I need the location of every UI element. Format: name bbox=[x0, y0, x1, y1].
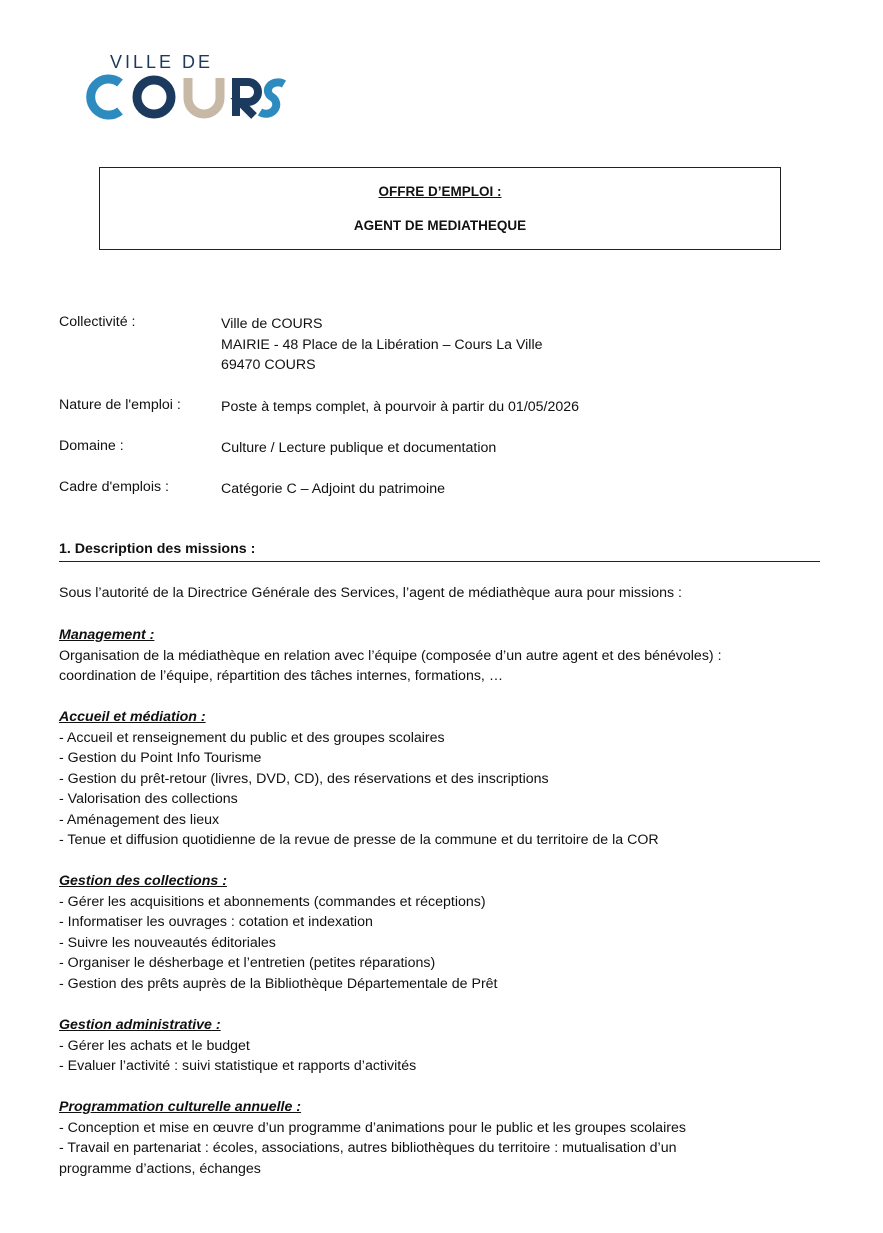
collections-section bbox=[59, 871, 498, 994]
mission-line: - Organiser le désherbage et l’entretien (petites réparations) bbox=[59, 955, 436, 971]
mission-line: Organisation de la médiathèque en relation avec l’équipe (composée d’un autre agent et des bénévoles) : bbox=[59, 647, 722, 664]
domaine-label: Domaine : bbox=[59, 438, 124, 454]
mission-line: - Valorisation des collections bbox=[59, 791, 238, 807]
domaine-value: Culture / Lecture publique et documentation bbox=[221, 440, 497, 456]
mission-line: - Gestion du Point Info Tourisme bbox=[59, 750, 262, 766]
mission-line: - Travail en partenariat : écoles, associations, autres bibliothèques du territoire : mutualisation d’un bbox=[59, 1140, 677, 1156]
programmation-section bbox=[59, 1097, 686, 1179]
mission-line: - Evaluer l’activité : suivi statistique et rapports d’activités bbox=[59, 1058, 417, 1074]
collectivite-label: Collectivité : bbox=[59, 314, 136, 330]
cadre-label: Cadre d'emplois : bbox=[59, 479, 169, 495]
mission-line: - Suivre les nouveautés éditoriales bbox=[59, 934, 276, 951]
cadre-value: Catégorie C – Adjoint du patrimoine bbox=[221, 481, 445, 497]
mission-line: programme d’actions, échanges bbox=[59, 1160, 261, 1177]
administrative-heading: Gestion administrative : bbox=[59, 1017, 221, 1033]
mission-line: - Conception et mise en œuvre d’un programme d’animations pour le public et les groupes scolaires bbox=[59, 1119, 686, 1136]
mission-line: coordination de l’équipe, répartition des tâches internes, formations, … bbox=[59, 668, 504, 684]
administrative-section bbox=[59, 1015, 416, 1077]
mission-line: - Tenue et diffusion quotidienne de la revue de presse de la commune et du territoire de la COR bbox=[59, 832, 659, 848]
ville-de-cours-logo bbox=[84, 52, 289, 122]
section-divider bbox=[59, 561, 820, 562]
management-section bbox=[59, 625, 722, 687]
mission-line: - Accueil et renseignement du public et des groupes scolaires bbox=[59, 729, 445, 746]
mission-line: - Informatiser les ouvrages : cotation et indexation bbox=[59, 914, 373, 930]
missions-intro: Sous l’autorité de la Directrice Générale des Services, l’agent de médiathèque aura pour missions : bbox=[59, 585, 683, 601]
mission-line: - Aménagement des lieux bbox=[59, 811, 220, 828]
job-offer-title-box bbox=[99, 167, 781, 250]
mission-line: - Gestion du prêt-retour (livres, DVD, CD), des réservations et des inscriptions bbox=[59, 770, 549, 787]
mission-line: - Gestion des prêts auprès de la Bibliothèque Départementale de Prêt bbox=[59, 975, 498, 992]
collectivite-value bbox=[221, 314, 543, 376]
nature-label: Nature de l'emploi : bbox=[59, 397, 181, 413]
collections-heading: Gestion des collections : bbox=[59, 873, 227, 889]
collectivite-line: 69470 COURS bbox=[221, 357, 316, 373]
collectivite-line: Ville de COURS bbox=[221, 316, 323, 332]
job-title: AGENT DE MEDIATHEQUE bbox=[353, 218, 527, 233]
cours-wordmark-icon bbox=[84, 74, 289, 120]
mission-line: - Gérer les acquisitions et abonnements (commandes et réceptions) bbox=[59, 893, 486, 910]
accueil-section bbox=[59, 707, 659, 851]
management-heading: Management : bbox=[59, 627, 155, 643]
mission-line: - Gérer les achats et le budget bbox=[59, 1037, 250, 1054]
logo-top-text: VILLE DE bbox=[110, 52, 214, 72]
offer-heading: OFFRE D’EMPLOI : bbox=[378, 184, 502, 199]
accueil-heading: Accueil et médiation : bbox=[59, 709, 206, 725]
programmation-heading: Programmation culturelle annuelle : bbox=[59, 1099, 302, 1115]
collectivite-line: MAIRIE - 48 Place de la Libération – Cours La Ville bbox=[221, 336, 543, 353]
missions-section-title: 1. Description des missions : bbox=[59, 541, 256, 557]
nature-value: Poste à temps complet, à pourvoir à partir du 01/05/2026 bbox=[221, 399, 580, 415]
